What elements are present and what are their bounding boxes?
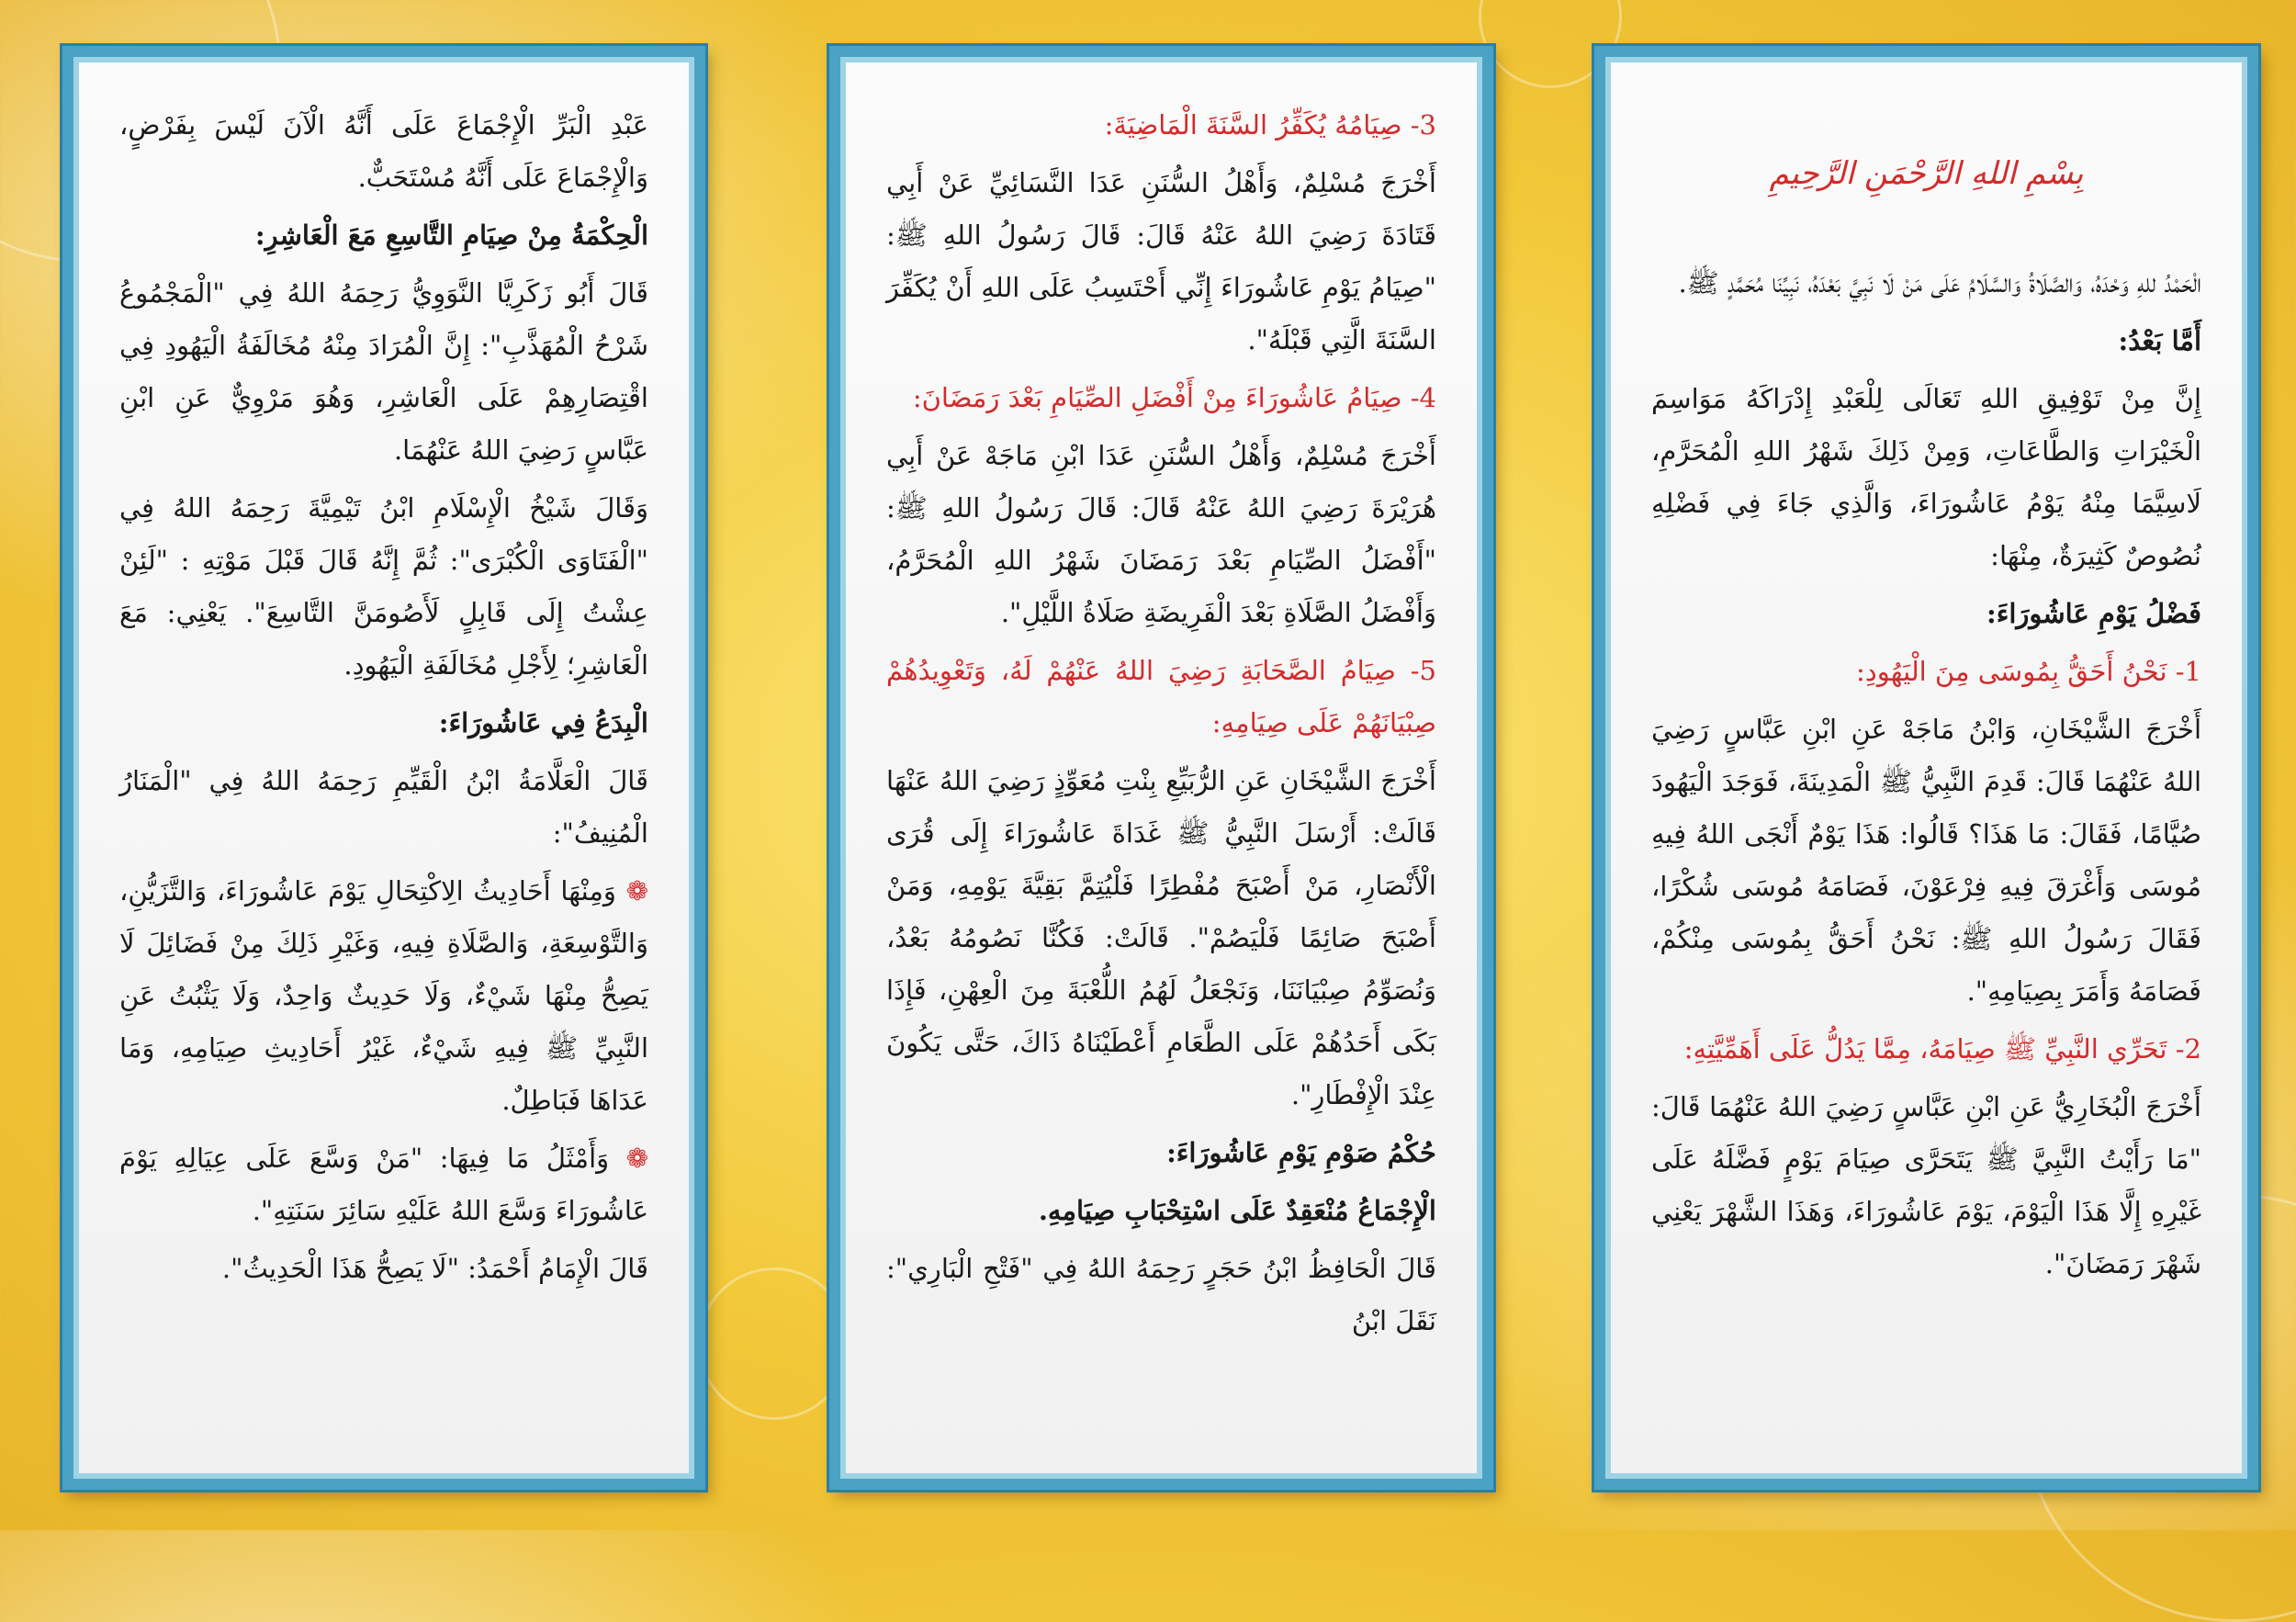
intro-paragraph: إِنَّ مِنْ تَوْفِيقِ اللهِ تَعَالَى لِلْعَبْدِ إِدْرَاكَهُ مَوَاسِمَ الْخَيْرَاتِ وَالطَّاعَاتِ، وَمِنْ ذَلِكَ شَهْرُ اللهِ الْمُحَرَّمِ، لَاسِيَّمَا مِنْهُ يَوْمُ عَاشُورَاءَ، وَالَّذِي جَاءَ فِي فَضْلِهِ نُصُوصٌ كَثِيرَةٌ، مِنْهَا: bbox=[1651, 383, 2201, 571]
basmala: بِسْمِ اللهِ الرَّحْمَنِ الرَّحِيمِ bbox=[1769, 155, 2084, 192]
hikma-text-1: قَالَ أَبُو زَكَرِيَّا النَّوَوِيُّ رَحِمَهُ اللهُ فِي "الْمَجْمُوعُ شَرْحُ الْمُهَذَّبِ": إِنَّ الْمُرَادَ مِنْهُ مُخَالَفَةُ الْيَهُودِ فِي اقْتِصَارِهِمْ عَلَى الْعَاشِرِ، وَهُوَ مَرْوِيٌّ عَنِ ابْنِ عَبَّاسٍ رَضِيَ اللهُ عَنْهُمَا. bbox=[119, 277, 648, 466]
brochure-panel-left bbox=[62, 46, 705, 1490]
section-heading-bida: الْبِدَعُ فِي عَاشُورَاءَ: bbox=[438, 707, 648, 738]
subheading-1: 1- نَحْنُ أَحَقُّ بِمُوسَى مِنَ الْيَهُودِ: bbox=[1856, 656, 2201, 687]
amma-bad-heading: أَمَّا بَعْدُ: bbox=[2118, 325, 2201, 356]
subheading-4-text: أَخْرَجَ مُسْلِمٌ، وَأَهْلُ السُّنَنِ عَدَا ابْنِ مَاجَهْ عَنْ أَبِي هُرَيْرَةَ رَضِيَ اللهُ عَنْهُ قَالَ: قَالَ رَسُولُ اللهِ ﷺ: "أَفْضَلُ الصِّيَامِ بَعْدَ رَمَضَانَ شَهْرُ اللهِ الْمُحَرَّمُ، وَأَفْضَلُ الصَّلَاةِ بَعْدَ الْفَرِيضَةِ صَلَاةُ اللَّيْلِ". bbox=[886, 440, 1436, 628]
panel-content bbox=[846, 62, 1477, 1473]
subheading-4: 4- صِيَامُ عَاشُورَاءَ مِنْ أَفْضَلِ الصِّيَامِ بَعْدَ رَمَضَانَ: bbox=[912, 382, 1436, 413]
star-icon: ❁ bbox=[625, 875, 648, 907]
bida-point-2 bbox=[119, 1132, 648, 1237]
subheading-3-text: أَخْرَجَ مُسْلِمٌ، وَأَهْلُ السُّنَنِ عَدَا النَّسَائِيِّ عَنْ أَبِي قَتَادَةَ رَضِيَ اللهُ عَنْهُ قَالَ: قَالَ رَسُولُ اللهِ ﷺ: "صِيَامُ يَوْمِ عَاشُورَاءَ إِنِّي أَحْتَسِبُ عَلَى اللهِ أَنْ يُكَفِّرَ السَّنَةَ الَّتِي قَبْلَهُ". bbox=[886, 167, 1436, 355]
bida-point-2-text: وَأَمْثَلُ مَا فِيهَا: "مَنْ وَسَّعَ عَلَى عِيَالِهِ يَوْمَ عَاشُورَاءَ وَسَّعَ اللهُ عَلَيْهِ سَائِرَ سَنَتِهِ". bbox=[119, 1143, 648, 1226]
brochure-panel-right bbox=[1594, 46, 2258, 1490]
ahmad-quote: قَالَ الْإِمَامُ أَحْمَدُ: "لَا يَصِحُّ هَذَا الْحَدِيثُ". bbox=[221, 1253, 648, 1284]
subheading-1-text: أَخْرَجَ الشَّيْخَانِ، وَابْنُ مَاجَهْ عَنِ ابْنِ عَبَّاسٍ رَضِيَ اللهُ عَنْهُمَا قَالَ: قَدِمَ النَّبِيُّ ﷺ الْمَدِينَةَ، فَوَجَدَ الْيَهُودَ صُيَّامًا، فَقَالَ: مَا هَذَا؟ قَالُوا: هَذَا يَوْمٌ أَنْجَى اللهُ فِيهِ مُوسَى وَأَغْرَقَ فِيهِ فِرْعَوْنَ، فَصَامَهُ مُوسَى شُكْرًا، فَقَالَ رَسُولُ اللهِ ﷺ: نَحْنُ أَحَقُّ بِمُوسَى مِنْكُمْ، فَصَامَهُ وَأَمَرَ بِصِيَامِهِ". bbox=[1651, 714, 2201, 1007]
bida-intro: قَالَ الْعَلَّامَةُ ابْنُ الْقَيِّمِ رَحِمَهُ اللهُ فِي "الْمَنَارُ الْمُنِيفُ": bbox=[119, 765, 648, 849]
bida-point-1 bbox=[119, 865, 648, 1127]
panel-content bbox=[79, 62, 689, 1473]
brochure-panel-middle bbox=[829, 46, 1493, 1490]
ijma-text: قَالَ الْحَافِظُ ابْنُ حَجَرٍ رَحِمَهُ اللهُ فِي "فَتْحِ الْبَارِي": نَقَلَ ابْنُ bbox=[886, 1253, 1436, 1336]
subheading-2-text: أَخْرَجَ الْبُخَارِيُّ عَنِ ابْنِ عَبَّاسٍ رَضِيَ اللهُ عَنْهُمَا قَالَ: "مَا رَأَيْتُ النَّبِيَّ ﷺ يَتَحَرَّى صِيَامَ يَوْمٍ فَضَّلَهُ عَلَى غَيْرِهِ إِلَّا هَذَا الْيَوْمَ، يَوْمَ عَاشُورَاءَ، وَهَذَا الشَّهْرَ يَعْنِي شَهْرَ رَمَضَانَ". bbox=[1651, 1091, 2201, 1279]
section-heading-ijma: الْإِجْمَاعُ مُنْعَقِدٌ عَلَى اسْتِحْبَابِ صِيَامِهِ. bbox=[1038, 1195, 1436, 1226]
section-heading-hukm: حُكْمُ صَوْمِ يَوْمِ عَاشُورَاءَ: bbox=[1166, 1137, 1436, 1168]
star-icon: ❁ bbox=[625, 1143, 648, 1174]
panel-content bbox=[1611, 62, 2242, 1473]
background-swirl bbox=[698, 1267, 850, 1420]
hikma-text-2: وَقَالَ شَيْخُ الْإِسْلَامِ ابْنُ تَيْمِيَّةَ رَحِمَهُ اللهُ فِي "الْفَتَاوَى الْكُبْرَى": ثُمَّ إِنَّهُ قَالَ قَبْلَ مَوْتِهِ : "لَئِنْ عِشْتُ إِلَى قَابِلٍ لَأَصُومَنَّ التَّاسِعَ". يَعْنِي: مَعَ الْعَاشِرِ؛ لِأَجْلِ مُخَالَفَةِ الْيَهُودِ. bbox=[119, 492, 648, 681]
section-heading-hikma: الْحِكْمَةُ مِنْ صِيَامِ التَّاسِعِ مَعَ الْعَاشِرِ: bbox=[254, 220, 648, 251]
subheading-5-text: أَخْرَجَ الشَّيْخَانِ عَنِ الرُّبَيِّعِ بِنْتِ مُعَوِّذٍ رَضِيَ اللهُ عَنْهَا قَالَتْ: أَرْسَلَ النَّبِيُّ ﷺ غَدَاةَ عَاشُورَاءَ إِلَى قُرَى الْأَنْصَارِ، مَنْ أَصْبَحَ مُفْطِرًا فَلْيُتِمَّ بَقِيَّةَ يَوْمِهِ، وَمَنْ أَصْبَحَ صَائِمًا فَلْيَصُمْ". قَالَتْ: فَكُنَّا نَصُومُهُ بَعْدُ، وَنُصَوِّمُ صِبْيَانَنَا، وَنَجْعَلُ لَهُمُ اللُّعْبَةَ مِنَ الْعِهْنِ، فَإِذَا بَكَى أَحَدُهُمْ عَلَى الطَّعَامِ أَعْطَيْنَاهُ ذَاكَ، حَتَّى يَكُونَ عِنْدَ الْإِفْطَارِ". bbox=[886, 765, 1436, 1110]
intro-text: الْحَمْدُ للهِ وَحْدَهُ، وَالصَّلَاةُ وَالسَّلَامُ عَلَى مَنْ لَا نَبِيَّ بَعْدَهُ، نَبِيِّنَا مُحَمَّدٍ ﷺ. bbox=[1678, 267, 2201, 298]
continued-text: عَبْدِ الْبَرِّ الْإِجْمَاعَ عَلَى أَنَّهُ الْآنَ لَيْسَ بِفَرْضٍ، وَالْإِجْمَاعَ عَلَى أَنَّهُ مُسْتَحَبٌّ. bbox=[119, 109, 648, 193]
bida-point-1-text: وَمِنْهَا أَحَادِيثُ الِاكْتِحَالِ يَوْمَ عَاشُورَاءَ، وَالتَّزَيُّنِ، وَالتَّوْسِعَةِ، وَالصَّلَاةِ فِيهِ، وَغَيْرِ ذَلِكَ مِنْ فَضَائِلَ لَا يَصِحُّ مِنْهَا شَيْءٌ، وَلَا حَدِيثٌ وَاحِدٌ، وَلَا يَثْبُتُ عَنِ النَّبِيِّ ﷺ فِيهِ شَيْءٌ، غَيْرُ أَحَادِيثِ صِيَامِهِ، وَمَا عَدَاهَا فَبَاطِلٌ. bbox=[119, 875, 648, 1116]
subheading-3: 3- صِيَامُهُ يُكَفِّرُ السَّنَةَ الْمَاضِيَةَ: bbox=[1104, 109, 1436, 141]
subheading-5: 5- صِيَامُ الصَّحَابَةِ رَضِيَ اللهُ عَنْهُمْ لَهُ، وَتَعْوِيدُهُمْ صِبْيَانَهُمْ عَلَى صِيَامِهِ: bbox=[886, 655, 1436, 738]
section-heading-fadl: فَضْلُ يَوْمِ عَاشُورَاءَ: bbox=[1986, 598, 2201, 629]
subheading-2: 2- تَحَرِّي النَّبِيِّ ﷺ صِيَامَهُ، مِمَّا يَدُلُّ عَلَى أَهَمِّيَّتِهِ: bbox=[1683, 1033, 2201, 1064]
